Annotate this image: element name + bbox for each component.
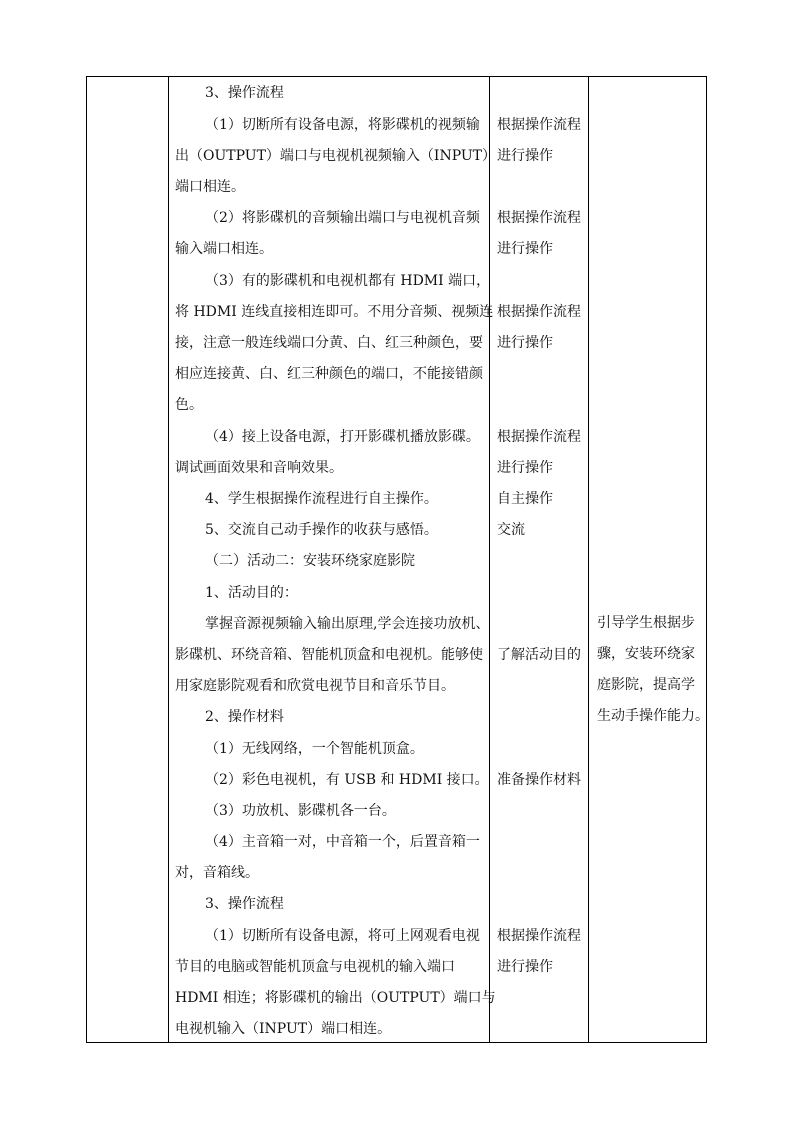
main-text-line: 色。 bbox=[175, 397, 203, 413]
student-text-line: 进行操作 bbox=[497, 460, 553, 476]
column-divider bbox=[489, 77, 490, 1042]
main-text-line: （1）无线网络，一个智能机顶盒。 bbox=[205, 741, 424, 757]
student-text-line: 了解活动目的 bbox=[497, 647, 581, 663]
main-text-line: 掌握音源视频输入输出原理,学会连接功放机、 bbox=[205, 616, 490, 632]
student-text-line: 根据操作流程 bbox=[497, 210, 581, 226]
main-text-line: 出（OUTPUT）端口与电视机视频输入（INPUT） bbox=[175, 148, 497, 164]
teacher-text-line: 骤，安装环绕家 bbox=[597, 646, 695, 662]
teacher-text-line: 庭影院，提高学 bbox=[597, 677, 695, 693]
main-text-line: 接，注意一般连线端口分黄、白、红三种颜色，要 bbox=[175, 335, 483, 351]
student-text-line: 根据操作流程 bbox=[497, 304, 581, 320]
main-text-line: 5、交流自己动手操作的收获与感悟。 bbox=[205, 522, 438, 538]
main-text-line: 相应连接黄、白、红三种颜色的端口，不能接错颜 bbox=[175, 366, 483, 382]
main-text-line: 调试画面效果和音响效果。 bbox=[175, 460, 343, 476]
main-text-line: 端口相连。 bbox=[175, 179, 245, 195]
column-divider bbox=[168, 77, 169, 1042]
student-text-line: 根据操作流程 bbox=[497, 928, 581, 944]
main-text-line: HDMI 相连；将影碟机的输出（OUTPUT）端口与 bbox=[175, 990, 496, 1006]
main-text-line: 将 HDMI 连线直接相连即可。不用分音频、视频连 bbox=[175, 304, 494, 320]
main-text-line: （2）彩色电视机，有 USB 和 HDMI 接口。 bbox=[205, 772, 489, 788]
main-text-line: 2、操作材料 bbox=[205, 709, 284, 725]
student-text-line: 进行操作 bbox=[497, 959, 553, 975]
lesson-table bbox=[86, 76, 707, 1043]
main-text-line: （1）切断所有设备电源，将影碟机的视频输 bbox=[205, 117, 480, 133]
teacher-text-line: 引导学生根据步 bbox=[597, 615, 695, 631]
student-text-line: 根据操作流程 bbox=[497, 429, 581, 445]
main-text-line: 电视机输入（INPUT）端口相连。 bbox=[175, 1021, 392, 1037]
main-text-line: （3）有的影碟机和电视机都有 HDMI 端口， bbox=[205, 273, 491, 289]
main-text-line: 3、操作流程 bbox=[205, 85, 284, 101]
main-text-line: 输入端口相连。 bbox=[175, 241, 273, 257]
column-divider bbox=[588, 77, 589, 1042]
main-text-line: 对，音箱线。 bbox=[175, 865, 259, 881]
main-text-line: 影碟机、环绕音箱、智能机顶盒和电视机。能够使 bbox=[175, 647, 483, 663]
main-text-line: （2）将影碟机的音频输出端口与电视机音频 bbox=[205, 210, 480, 226]
main-text-line: （4）接上设备电源，打开影碟机播放影碟。 bbox=[205, 429, 480, 445]
main-text-line: 3、操作流程 bbox=[205, 896, 284, 912]
main-text-line: （1）切断所有设备电源，将可上网观看电视 bbox=[205, 928, 480, 944]
main-text-line: 1、活动目的： bbox=[205, 585, 298, 601]
student-text-line: 进行操作 bbox=[497, 148, 553, 164]
main-text-line: （二）活动二：安装环绕家庭影院 bbox=[205, 553, 415, 569]
teacher-text-line: 生动手操作能力。 bbox=[597, 708, 709, 724]
student-text-line: 根据操作流程 bbox=[497, 117, 581, 133]
main-text-line: （4）主音箱一对，中音箱一个，后置音箱一 bbox=[205, 834, 480, 850]
student-text-line: 自主操作 bbox=[497, 491, 553, 507]
student-text-line: 交流 bbox=[497, 522, 525, 538]
main-text-line: 节目的电脑或智能机顶盒与电视机的输入端口 bbox=[175, 959, 455, 975]
student-text-line: 进行操作 bbox=[497, 241, 553, 257]
main-text-line: 用家庭影院观看和欣赏电视节目和音乐节目。 bbox=[175, 678, 455, 694]
main-text-line: （3）功放机、影碟机各一台。 bbox=[205, 803, 396, 819]
student-text-line: 进行操作 bbox=[497, 335, 553, 351]
main-text-line: 4、学生根据操作流程进行自主操作。 bbox=[205, 491, 438, 507]
student-text-line: 准备操作材料 bbox=[497, 772, 581, 788]
